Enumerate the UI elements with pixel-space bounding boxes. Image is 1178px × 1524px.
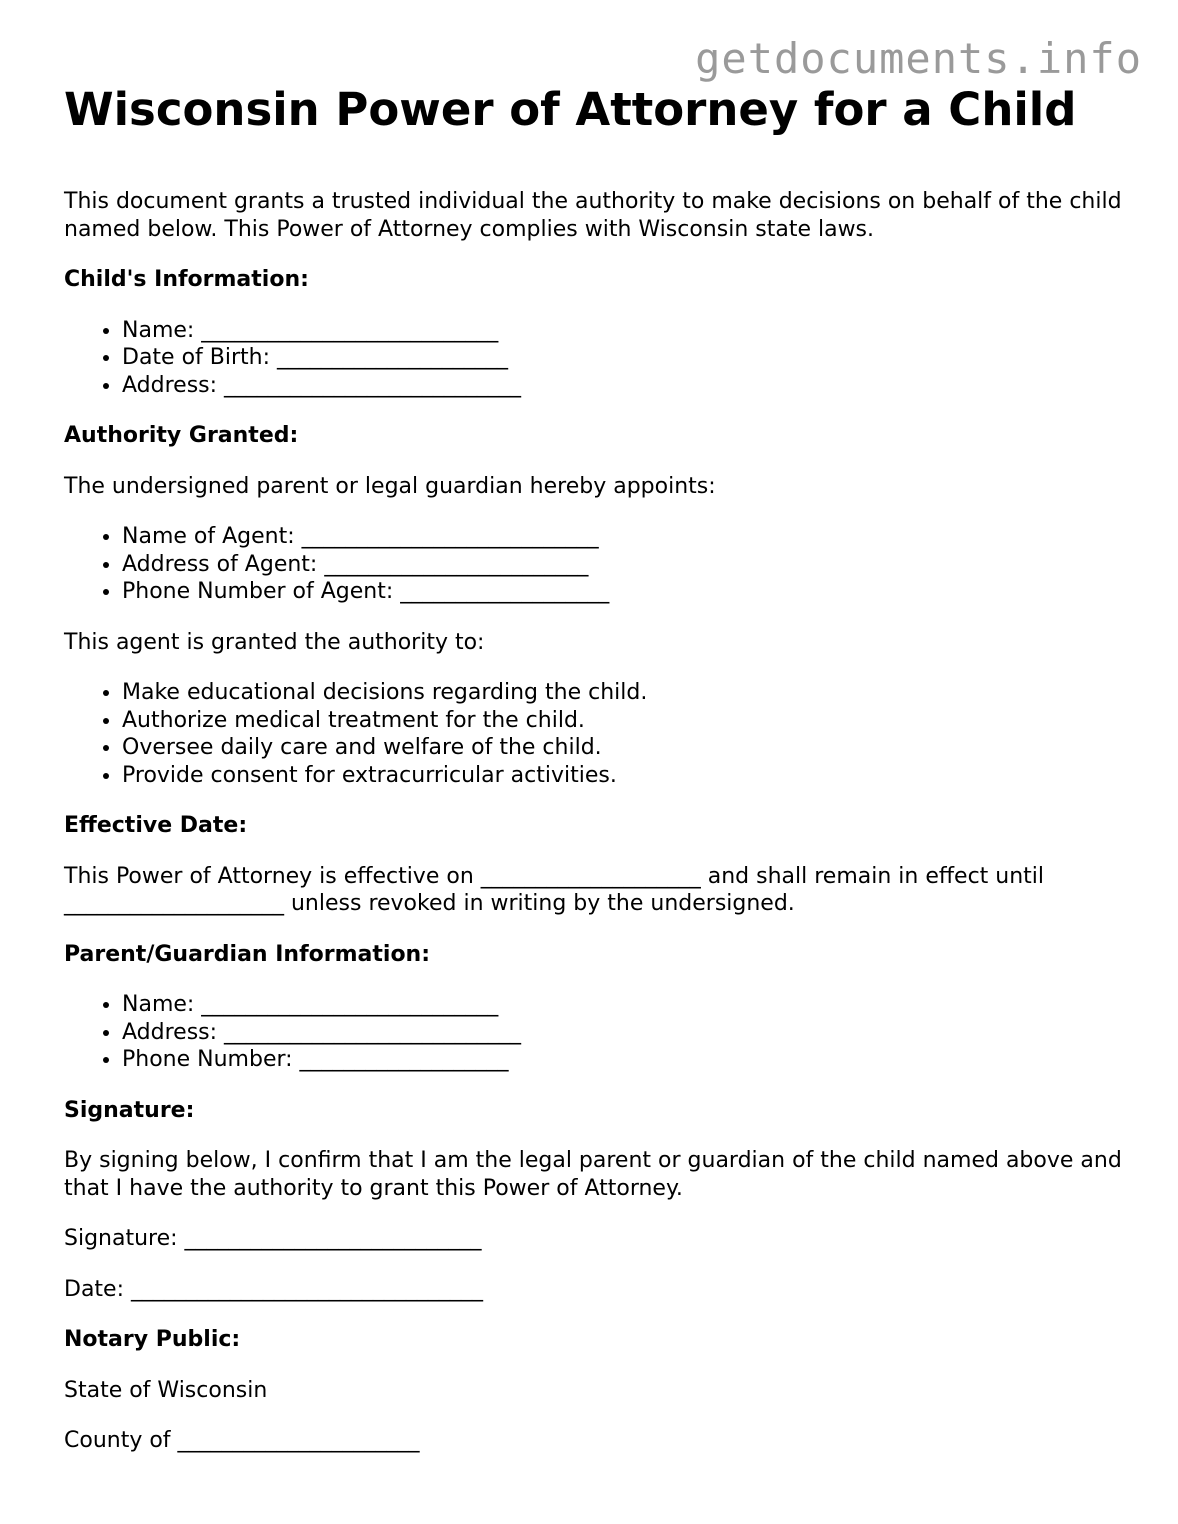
child-address-field: • Address: ___________________________	[122, 372, 1124, 400]
power-item: • Make educational decisions regarding the child.	[122, 679, 1124, 707]
notary-state: State of Wisconsin	[64, 1377, 268, 1403]
authority-text: The undersigned parent or legal guardian hereby appoints:	[64, 473, 716, 499]
parent-info-list	[64, 991, 1124, 1074]
document-title: Wisconsin Power of Attorney for a Child	[64, 83, 1077, 136]
child-dob-field: • Date of Birth: _____________________	[122, 344, 1124, 372]
watermark-logo: getdocuments.info	[695, 34, 1142, 83]
agent-address-field: • Address of Agent: ________________________	[122, 551, 1124, 579]
child-info-list	[64, 317, 1124, 400]
effective-date-text: This Power of Attorney is effective on ____________________ and shall remain in effect until ____________________ unless revoked in writing by the undersigned.	[64, 863, 1045, 916]
agent-name-field: • Name of Agent: ___________________________	[122, 523, 1124, 551]
parent-phone-field: • Phone Number: ___________________	[122, 1046, 1124, 1074]
notary-heading: Notary Public:	[64, 1327, 241, 1352]
child-info-heading: Child's Information:	[64, 267, 309, 292]
parent-name-field: • Name: ___________________________	[122, 991, 1124, 1019]
document-page	[64, 82, 1124, 1478]
power-item: • Authorize medical treatment for the child.	[122, 707, 1124, 735]
powers-intro: This agent is granted the authority to:	[64, 629, 485, 655]
signature-line: Signature: ___________________________	[64, 1226, 482, 1251]
signature-heading: Signature:	[64, 1097, 195, 1123]
power-item: • Oversee daily care and welfare of the child.	[122, 734, 1124, 762]
notary-county: County of ______________________	[64, 1428, 420, 1453]
power-item: • Provide consent for extracurricular activities.	[122, 762, 1124, 790]
agent-info-list	[64, 523, 1124, 606]
child-name-field: • Name: ___________________________	[122, 317, 1124, 345]
authority-heading: Authority Granted:	[64, 423, 299, 448]
parent-info-heading: Parent/Guardian Information:	[64, 941, 431, 967]
powers-list	[64, 679, 1124, 789]
intro-paragraph: This document grants a trusted individual the authority to make decisions on behalf of the child named below. This Power of Attorney complies with Wisconsin state laws.	[64, 189, 1122, 242]
date-line: Date: ________________________________	[64, 1276, 483, 1302]
parent-address-field: • Address: ___________________________	[122, 1019, 1124, 1047]
agent-phone-field: • Phone Number of Agent: ___________________	[122, 578, 1124, 606]
effective-date-heading: Effective Date:	[64, 813, 248, 838]
signature-text: By signing below, I confirm that I am the legal parent or guardian of the child named above and that I have the authority to grant this Power of Attorney.	[64, 1148, 1122, 1201]
